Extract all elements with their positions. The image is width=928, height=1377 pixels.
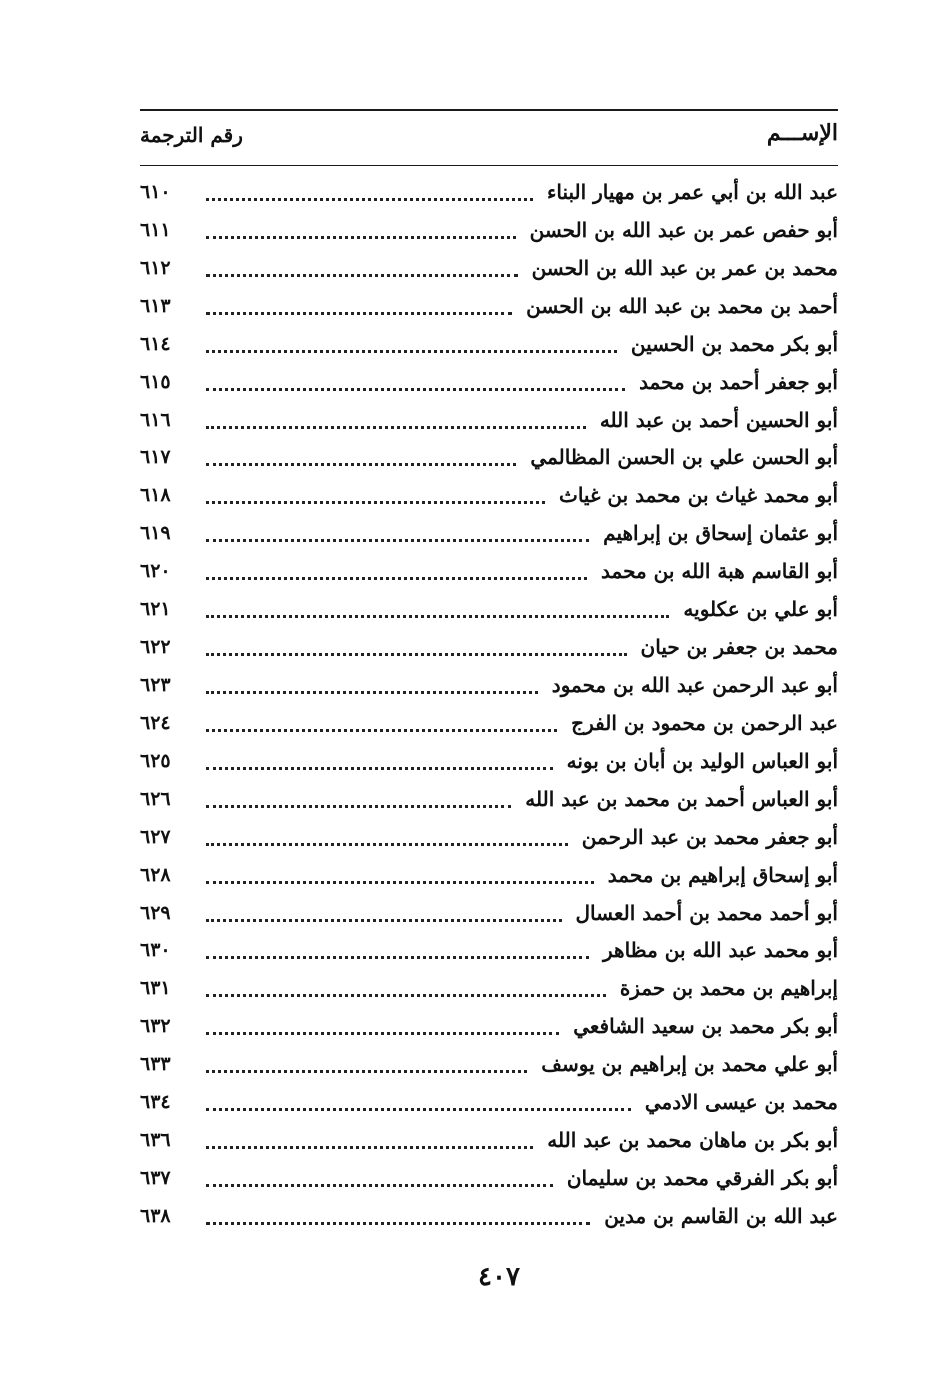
entry-name: أبو القاسم هبة الله بن محمد — [601, 559, 838, 584]
dot-leader — [206, 312, 512, 315]
list-item — [140, 214, 838, 250]
entry-name: عبد الرحمن بن محمود بن الفرج — [571, 710, 838, 735]
entry-number: ٦٣٧ — [140, 1166, 171, 1189]
list-item — [140, 669, 838, 705]
list-item — [140, 328, 838, 364]
entry-number: ٦١٨ — [140, 484, 171, 507]
entry-number: ٦٢٧ — [140, 825, 171, 848]
entry-name: أبو العباس أحمد بن محمد بن عبد الله — [525, 786, 838, 811]
entries-list — [140, 176, 838, 1236]
entry-name: أبو بكر محمد بن الحسين — [630, 331, 838, 356]
entry-number: ٦٢٥ — [140, 749, 171, 772]
dot-leader — [206, 805, 511, 808]
name-column-header: الإســـم — [766, 120, 838, 146]
list-item — [140, 517, 838, 553]
dot-leader — [206, 615, 669, 618]
dot-leader — [206, 236, 516, 239]
dot-leader — [206, 1146, 533, 1149]
list-item — [140, 934, 838, 970]
entry-number: ٦٢٨ — [140, 863, 171, 886]
dot-leader — [206, 577, 587, 580]
list-item — [140, 897, 838, 933]
entry-name: أبو محمد عبد الله بن مظاهر — [603, 938, 838, 963]
entry-number: ٦١٩ — [140, 522, 171, 545]
dot-leader — [206, 881, 594, 884]
dot-leader — [206, 350, 617, 353]
top-rule — [140, 109, 838, 111]
list-item — [140, 366, 838, 402]
entry-number: ٦٢٣ — [140, 673, 171, 696]
dot-leader — [206, 1032, 559, 1035]
entry-number: ٦١٤ — [140, 332, 171, 355]
entry-name: محمد بن عيسى الادمي — [644, 1090, 838, 1115]
entry-number: ٦٢٩ — [140, 901, 171, 924]
list-item — [140, 972, 838, 1008]
list-item — [140, 783, 838, 819]
entry-name: أبو عثمان إسحاق بن إبراهيم — [603, 521, 838, 546]
list-item — [140, 1124, 838, 1160]
dot-leader — [206, 426, 586, 429]
list-item — [140, 821, 838, 857]
entry-number: ٦١٥ — [140, 370, 171, 393]
entry-number: ٦١٧ — [140, 446, 171, 469]
entry-number: ٦٣١ — [140, 977, 171, 1000]
entry-name: أبو علي بن عكلويه — [683, 597, 838, 622]
entry-name: أبو بكر محمد بن سعيد الشافعي — [573, 1014, 838, 1039]
entry-name: أبو الحسن علي بن الحسن المظالمي — [530, 445, 838, 470]
dot-leader — [206, 1108, 631, 1111]
entry-number: ٦١٠ — [140, 181, 171, 203]
entry-number: ٦٢١ — [140, 598, 171, 621]
entry-name: أبو العباس الوليد بن أبان بن بونه — [566, 748, 838, 773]
entry-number: ٦٣٨ — [140, 1204, 171, 1227]
entry-number: ٦٢٢ — [140, 636, 171, 659]
dot-leader — [206, 729, 557, 732]
entry-name: أبو علي محمد بن إبراهيم بن يوسف — [541, 1052, 838, 1077]
list-item — [140, 290, 838, 326]
entry-name: أبو الحسين أحمد بن عبد الله — [599, 407, 838, 432]
dot-leader — [206, 956, 589, 959]
dot-leader — [206, 767, 553, 770]
entry-name: أبو جعفر أحمد بن محمد — [639, 369, 838, 394]
entry-number: ٦٣٦ — [140, 1129, 171, 1152]
entry-number: ٦٢٦ — [140, 787, 171, 810]
entry-number: ٦٣٢ — [140, 1015, 171, 1038]
dot-leader — [206, 198, 533, 201]
entry-number: ٦٢٤ — [140, 711, 171, 734]
entry-name: أبو بكر بن ماهان محمد بن عبد الله — [547, 1128, 838, 1153]
entry-number: ٦١٢ — [140, 256, 171, 279]
list-item — [140, 555, 838, 591]
list-item — [140, 593, 838, 629]
dot-leader — [206, 1184, 553, 1187]
list-item — [140, 441, 838, 477]
entry-name: أبو عبد الرحمن عبد الله بن محمود — [551, 672, 838, 697]
entry-name: أبو بكر الفرقي محمد بن سليمان — [566, 1165, 838, 1190]
list-item — [140, 176, 838, 212]
page-number: ٤٠٧ — [478, 1262, 520, 1292]
dot-leader — [206, 919, 562, 922]
entry-name: أبو إسحاق إبراهيم بن محمد — [607, 862, 838, 887]
dot-leader — [206, 463, 516, 466]
entry-number: ٦٢٠ — [140, 560, 171, 583]
entry-name: إبراهيم بن محمد بن حمزة — [619, 976, 838, 1001]
entry-number: ٦١١ — [140, 218, 171, 241]
list-item — [140, 859, 838, 895]
entry-name: أبو أحمد محمد بن أحمد العسال — [575, 900, 838, 925]
list-item — [140, 631, 838, 667]
list-item — [140, 1086, 838, 1122]
list-item — [140, 707, 838, 743]
dot-leader — [206, 653, 627, 656]
entry-name: أبو محمد غياث بن محمد بن غياث — [558, 483, 838, 508]
entry-name: محمد بن جعفر بن حيان — [640, 635, 838, 660]
entry-number: ٦٣٠ — [140, 939, 171, 962]
dot-leader — [206, 994, 606, 997]
entry-name: عبد الله بن القاسم بن مدين — [604, 1203, 838, 1228]
list-item — [140, 1162, 838, 1198]
dot-leader — [206, 843, 568, 846]
dot-leader — [206, 388, 625, 391]
list-item — [140, 479, 838, 515]
dot-leader — [206, 691, 538, 694]
entry-name: أبو جعفر محمد بن عبد الرحمن — [581, 824, 838, 849]
number-column-header: رقم الترجمة — [140, 123, 243, 147]
list-item — [140, 1048, 838, 1084]
dot-leader — [206, 1070, 527, 1073]
header-rule — [140, 165, 838, 166]
list-item — [140, 252, 838, 288]
dot-leader — [206, 501, 545, 504]
list-item — [140, 1010, 838, 1046]
entry-number: ٦١٣ — [140, 294, 171, 317]
index-page — [140, 0, 838, 1377]
entry-number: ٦٣٣ — [140, 1053, 171, 1076]
dot-leader — [206, 274, 518, 277]
entry-name: أبو حفص عمر بن عبد الله بن الحسن — [529, 217, 838, 242]
entry-number: ٦٣٤ — [140, 1091, 171, 1114]
entry-number: ٦١٦ — [140, 408, 171, 431]
list-item — [140, 404, 838, 440]
entry-name: أحمد بن محمد بن عبد الله بن الحسن — [526, 293, 838, 318]
list-item — [140, 745, 838, 781]
entry-name: عبد الله بن أبي عمر بن مهيار البناء — [546, 180, 838, 204]
entry-name: محمد بن عمر بن عبد الله بن الحسن — [531, 255, 838, 280]
dot-leader — [206, 1222, 590, 1225]
dot-leader — [206, 539, 589, 542]
list-item — [140, 1200, 838, 1236]
